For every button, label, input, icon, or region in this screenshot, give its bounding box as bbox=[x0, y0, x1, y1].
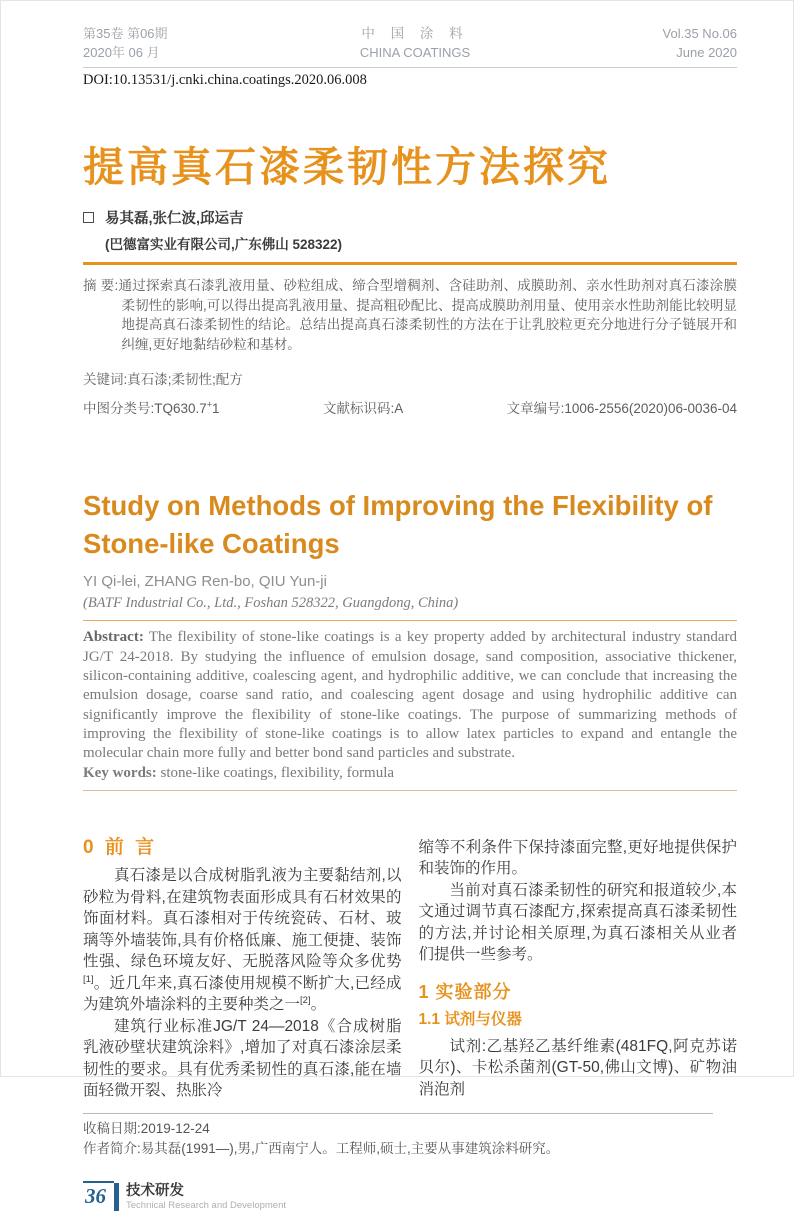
issue-info bbox=[83, 24, 168, 62]
doi-text: DOI:10.13531/j.cnki.china.coatings.2020.06.008 bbox=[83, 72, 367, 88]
english-rule bbox=[83, 620, 737, 621]
ref-marker-1: [1] bbox=[83, 973, 94, 985]
abstract-en-text: The flexibility of stone-like coatings is a key property added by architectural industry standard JG/T 24-2018. By studying the influence of emulsion dosage, sand composition, associative thickener, silicon-containing additive, coalescing agent, and hydrophilic additive, we can conclude that increasing the emulsion dosage, coarse sand ratio, and coalescing agent dosage and using hydrophilic additive can significantly improve the flexibility of stone-like coatings. The purpose of summarizing methods of improving the flexibility of stone-like coatings is to allow latex particles to expand and entangle the molecular chain more fully and better bond sand particles and substrate. bbox=[83, 629, 737, 762]
author-bio: 作者简介:易其磊(1991—),男,广西南宁人。工程师,硕士,主要从事建筑涂料研究。 bbox=[83, 1140, 560, 1156]
column-labels bbox=[126, 1181, 286, 1211]
footnote-divider bbox=[83, 1113, 713, 1114]
abstract-en bbox=[83, 628, 737, 763]
journal-header bbox=[83, 24, 737, 62]
clc-number: 中图分类号:TQ630.7+1 bbox=[83, 399, 220, 416]
keywords-label: 关键词: bbox=[83, 371, 128, 387]
authors-en: YI Qi-lei, ZHANG Ren-bo, QIU Yun-ji bbox=[83, 573, 327, 591]
subsection-heading-1-1: 1.1 试剂与仪器 bbox=[418, 1011, 522, 1029]
body-columns bbox=[83, 837, 737, 1102]
page-number: 36 bbox=[85, 1183, 106, 1208]
column-right bbox=[419, 837, 738, 1102]
abstract-text: 通过探索真石漆乳液用量、砂粒组成、缔合型增稠剂、含硅助剂、成膜助剂、亲水性助剂对真石漆涂膜柔韧性的影响,可以得出提高乳液用量、提高粗砂配比、提高成膜助剂用量、使用亲水性助剂能比较明显地提高真石漆柔韧性的结论。总结出提高真石漆柔韧性的方法在于让乳胶粒更充分地进行分子链展开和纠缠,更好地黏结砂粒和基材。 bbox=[118, 278, 737, 352]
abstract-en-label: Abstract: bbox=[83, 629, 144, 646]
issue-date: 2020年 06 月 bbox=[83, 45, 160, 60]
article-title-en: Study on Methods of Improving the Flexibility of Stone-like Coatings bbox=[83, 489, 713, 559]
issue-volume: 第35卷 第06期 bbox=[83, 26, 168, 41]
intro-paragraph-2: 建筑行业标准JG/T 24—2018《合成树脂乳液砂壁状建筑涂料》,增加了对真石漆涂层柔韧性的要求。具有优秀柔韧性的真石漆,能在墙面轻微开裂、热胀冷 bbox=[83, 1017, 402, 1100]
intro-paragraph-3: 当前对真石漆柔韧性的研究和报道较少,本文通过调节真石漆配方,探索提高真石漆柔韧性的方法,并讨论相关原理,为真石漆相关从业者们提供一些参考。 bbox=[418, 881, 737, 964]
page-footer-badge bbox=[83, 1181, 737, 1211]
page-number-box bbox=[83, 1181, 114, 1209]
keywords-en-text: stone-like coatings, flexibility, formula bbox=[156, 764, 395, 781]
journal-title bbox=[360, 24, 470, 62]
section-heading-1: 1 实验部分 bbox=[418, 981, 512, 1002]
volume-info bbox=[663, 24, 737, 62]
article-number: 文章编号:1006-2556(2020)06-0036-04 bbox=[506, 400, 737, 416]
abstract-cn bbox=[83, 276, 737, 354]
intro-paragraph-2-cont: 缩等不利条件下保持漆面完整,更好地提供保护和装饰的作用。 bbox=[418, 838, 737, 878]
authors-row bbox=[83, 207, 737, 228]
volume-date: June 2020 bbox=[676, 45, 737, 60]
badge-divider-bar bbox=[114, 1183, 119, 1211]
title-rule bbox=[83, 262, 737, 265]
column-left bbox=[83, 837, 402, 1102]
keywords-row bbox=[83, 368, 737, 388]
ref-marker-2: [2] bbox=[300, 995, 311, 1007]
author-marker-icon bbox=[83, 212, 94, 223]
volume-number: Vol.35 No.06 bbox=[662, 26, 737, 41]
article-title-cn: 提高真石漆柔韧性方法探究 bbox=[83, 144, 611, 190]
document-code: 文献标识码:A bbox=[322, 400, 404, 416]
keywords-text: 真石漆;柔韧性;配方 bbox=[127, 371, 243, 387]
journal-title-en: CHINA COATINGS bbox=[359, 45, 471, 60]
journal-title-cn: 中 国 涂 料 bbox=[361, 26, 469, 41]
intro-paragraph-1: 真石漆是以合成树脂乳液为主要黏结剂,以砂粒为骨料,在建筑物表面形成具有石材效果的饰面材料。真石漆相对于传统瓷砖、石材、玻璃等外墙装饰,具有价格低廉、施工便捷、装饰性强、绿色环境友好、无脱落风险等众多优势[1]。近几年来,真石漆使用规模不断扩大,已经成为建筑外墙涂料的主要种类之一[2]。 bbox=[83, 867, 402, 1014]
clc-superscript: + bbox=[206, 399, 213, 410]
abstract-label: 摘 要: bbox=[83, 278, 119, 294]
keywords-en-label: Key words: bbox=[83, 764, 157, 781]
affiliation-en: (BATF Industrial Co., Ltd., Foshan 528322, Guangdong, China) bbox=[83, 595, 459, 612]
footnotes bbox=[83, 1119, 737, 1159]
header-divider bbox=[83, 67, 737, 68]
meta-row bbox=[83, 397, 737, 417]
received-date: 收稿日期:2019-12-24 bbox=[83, 1120, 210, 1136]
keywords-en-row bbox=[83, 764, 737, 783]
authors-cn: 易其磊,张仁波,邱运吉 bbox=[105, 211, 244, 228]
column-name-en: Technical Research and Development bbox=[126, 1199, 287, 1211]
section-heading-0: 0 前 言 bbox=[83, 836, 158, 858]
reagents-paragraph: 试剂:乙基羟乙基纤维素(481FQ,阿克苏诺贝尔)、卡松杀菌剂(GT-50,佛山文博)、矿物油消泡剂 bbox=[418, 1037, 737, 1098]
affiliation-cn: (巴德富实业有限公司,广东佛山 528322) bbox=[105, 237, 343, 253]
column-name-cn: 技术研发 bbox=[126, 1182, 184, 1199]
section-divider-rule bbox=[83, 790, 737, 791]
